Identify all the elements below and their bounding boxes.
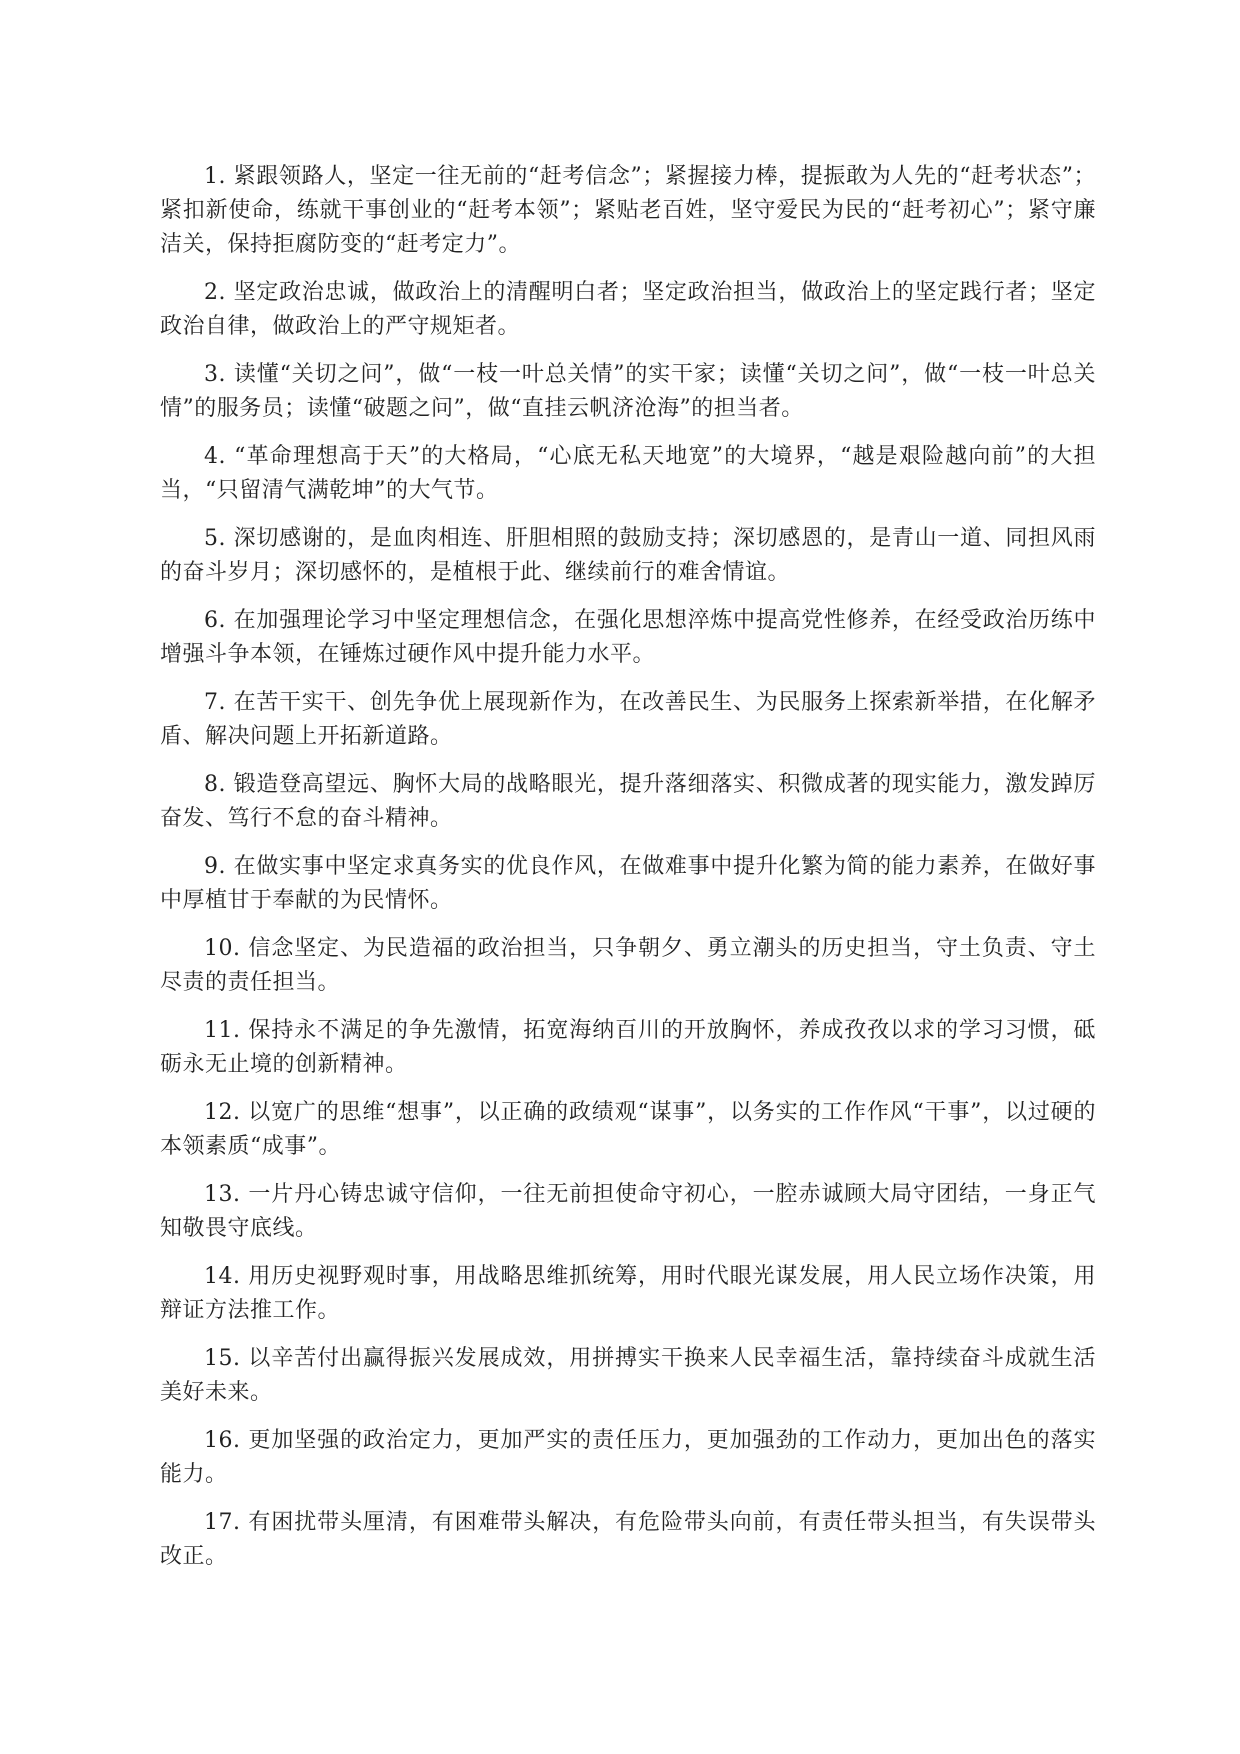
paragraph-12: 12. 以宽广的思维“想事”，以正确的政绩观“谋事”，以务实的工作作风“干事”，以过硬的本领素质“成事”。	[160, 1100, 1096, 1159]
paragraph-6: 6. 在加强理论学习中坚定理想信念，在强化思想淬炼中提高党性修养，在经受政治历练中增强斗争本领，在锤炼过硬作风中提升能力水平。	[160, 608, 1096, 667]
paragraph-14: 14. 用历史视野观时事，用战略思维抓统筹，用时代眼光谋发展，用人民立场作决策，用辩证方法推工作。	[160, 1264, 1096, 1323]
paragraph-10: 10. 信念坚定、为民造福的政治担当，只争朝夕、勇立潮头的历史担当，守土负责、守土尽责的责任担当。	[160, 936, 1096, 995]
paragraph-15: 15. 以辛苦付出赢得振兴发展成效，用拼搏实干换来人民幸福生活，靠持续奋斗成就生活美好未来。	[160, 1346, 1096, 1405]
document-body	[160, 160, 1096, 1588]
paragraph-2: 2. 坚定政治忠诚，做政治上的清醒明白者；坚定政治担当，做政治上的坚定践行者；坚定政治自律，做政治上的严守规矩者。	[160, 280, 1096, 339]
paragraph-3: 3. 读懂“关切之问”，做“一枝一叶总关情”的实干家；读懂“关切之问”，做“一枝一叶总关情”的服务员；读懂“破题之问”，做“直挂云帆济沧海”的担当者。	[160, 362, 1096, 421]
paragraph-1: 1. 紧跟领路人，坚定一往无前的“赶考信念”；紧握接力棒，提振敢为人先的“赶考状态”；紧扣新使命，练就干事创业的“赶考本领”；紧贴老百姓，坚守爱民为民的“赶考初心”；紧守廉洁关，保持拒腐防变的“赶考定力”。	[160, 164, 1096, 257]
paragraph-11: 11. 保持永不满足的争先激情，拓宽海纳百川的开放胸怀，养成孜孜以求的学习习惯，砥砺永无止境的创新精神。	[160, 1018, 1096, 1077]
paragraph-16: 16. 更加坚强的政治定力，更加严实的责任压力，更加强劲的工作动力，更加出色的落实能力。	[160, 1428, 1096, 1487]
paragraph-17: 17. 有困扰带头厘清，有困难带头解决，有危险带头向前，有责任带头担当，有失误带头改正。	[160, 1510, 1096, 1569]
paragraph-9: 9. 在做实事中坚定求真务实的优良作风，在做难事中提升化繁为简的能力素养，在做好事中厚植甘于奉献的为民情怀。	[160, 854, 1096, 913]
paragraph-8: 8. 锻造登高望远、胸怀大局的战略眼光，提升落细落实、积微成著的现实能力，激发踔厉奋发、笃行不怠的奋斗精神。	[160, 772, 1096, 831]
paragraph-7: 7. 在苦干实干、创先争优上展现新作为，在改善民生、为民服务上探索新举措，在化解矛盾、解决问题上开拓新道路。	[160, 690, 1096, 749]
paragraph-5: 5. 深切感谢的，是血肉相连、肝胆相照的鼓励支持；深切感恩的，是青山一道、同担风雨的奋斗岁月；深切感怀的，是植根于此、继续前行的难舍情谊。	[160, 526, 1096, 585]
paragraph-13: 13. 一片丹心铸忠诚守信仰，一往无前担使命守初心，一腔赤诚顾大局守团结，一身正气知敬畏守底线。	[160, 1182, 1096, 1241]
paragraph-4: 4. “革命理想高于天”的大格局，“心底无私天地宽”的大境界，“越是艰险越向前”的大担当，“只留清气满乾坤”的大气节。	[160, 444, 1096, 503]
